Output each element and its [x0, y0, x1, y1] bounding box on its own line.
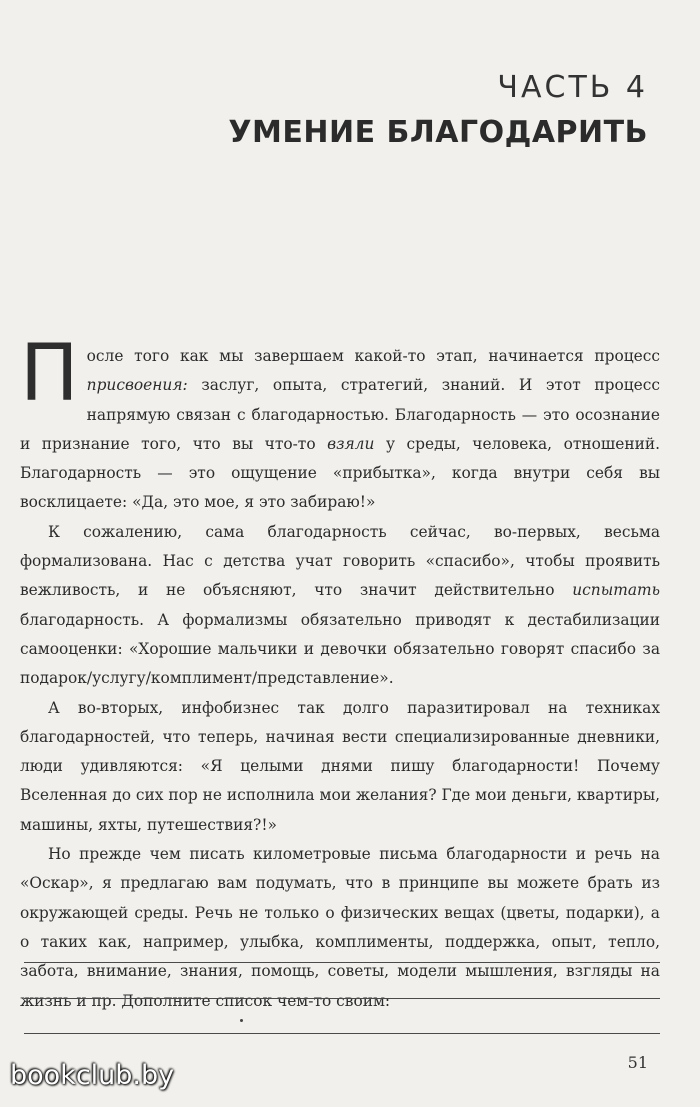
fill-in-line: [24, 962, 660, 963]
drop-cap: П: [20, 329, 79, 419]
body-text: [20, 329, 660, 1016]
paragraph-2: К сожалению, сама благодарность сейчас, во-первых, весьма формализована. Нас с детства учат говорить «спасибо», чтобы проявить вежливость, и не объясняют, что значит действительно испытать благодарность. А формализмы обязательно приводят к дестабилизации самооценки: «Хорошие мальчики и девочки обязательно говорят спасибо за подарок/услугу/комплимент/представление».: [20, 522, 660, 688]
fill-in-line: [24, 1033, 660, 1034]
watermark: bookclub.by: [10, 1060, 175, 1091]
ink-dot: [240, 1019, 243, 1022]
fill-in-line: [24, 998, 660, 999]
paragraph-3: А во-вторых, инфобизнес так долго паразитировал на техниках благодарностей, что теперь, начиная вести специализированные дневники, люди удивляются: «Я целыми днями пишу благодарности! Почему Вселенная до сих пор не исполнила мои желания? Где мои деньги, квартиры, машины, яхты, путешествия?!»: [20, 698, 660, 834]
paragraph-1: После того как мы завершаем какой-то этап, начинается процесс присвоения: заслуг, опыта, стратегий, знаний. И этот процесс напрямую связан с благодарностью. Благодарность — это осознание и признание того, что вы что-то взяли у среды, человека, отношений. Благодарность — это ощущение «прибытка», когда внутри себя вы восклицаете: «Да, это мое, я это забираю!»: [20, 329, 660, 512]
page-number: 51: [627, 1053, 648, 1072]
part-title: УМЕНИЕ БЛАГОДАРИТЬ: [228, 115, 648, 150]
paragraph-4: Но прежде чем писать километровые письма благодарности и речь на «Оскар», я предлагаю вам подумать, что в принципе вы можете брать из окружающей среды. Речь не только о физических вещах (цветы, подарки), а о таких как, например, улыбка, комплименты, поддержка, опыт, тепло, забота, внимание, знания, помощь, советы, модели мышления, взгляды на жизнь и пр. Дополните список чем-то своим:: [20, 845, 660, 1010]
part-label: ЧАСТЬ 4: [497, 70, 648, 105]
